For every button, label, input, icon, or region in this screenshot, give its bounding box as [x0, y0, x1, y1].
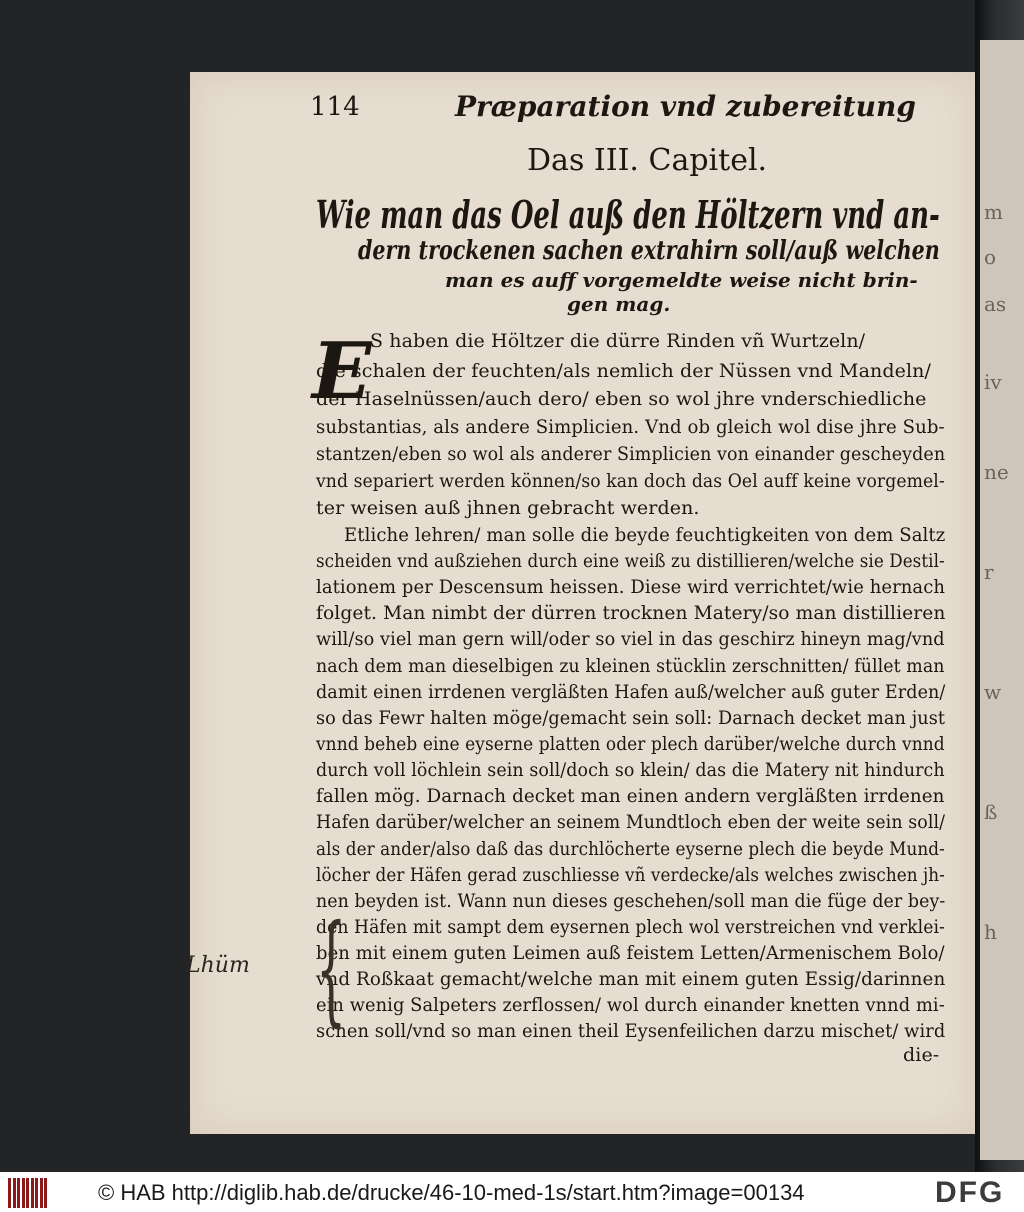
facing-page-edge: m o as iv ne r w ß h	[980, 40, 1024, 1160]
body-line: nach dem man dieselbigen zu kleinen stücklin zerschnitten/ füllet man	[316, 655, 945, 677]
body-line: S haben die Höltzer die dürre Rinden vñ Wurtzeln/	[370, 330, 866, 352]
chapter-heading: Das III. Capitel.	[527, 143, 768, 178]
copyright-link[interactable]: © HAB http://diglib.hab.de/drucke/46-10-med-1s/start.htm?image=00134	[98, 1180, 805, 1205]
body-line: schen soll/vnd so man einen theil Eysenfeilichen darzu mischet/ wird	[316, 1020, 946, 1042]
heading-line: Wie man das Oel auß den Höltzern vnd an-	[316, 192, 940, 237]
hab-logo-icon[interactable]	[8, 1178, 48, 1208]
body-line: folget. Man nimbt der dürren trocknen Matery/so man distillieren	[316, 602, 946, 624]
body-line: nen beyden ist. Wann nun dieses geschehen/soll man die füge der bey-	[316, 890, 946, 912]
body-line: vnd separiert werden können/so kan doch das Oel auff keine vorgemel-	[316, 470, 945, 492]
page-number: 114	[310, 92, 360, 122]
body-line: löcher der Häfen gerad zuschliesse vñ verdecke/als welches zwischen jh-	[316, 864, 945, 886]
body-line: die schalen der feuchten/als nemlich der Nüssen vnd Mandeln/	[316, 360, 932, 382]
heading-line: gen mag.	[567, 292, 671, 316]
marginal-note: Lhüm	[186, 953, 250, 978]
body-line: scheiden vnd außziehen durch eine weiß zu distillieren/welche sie Destil-	[316, 550, 945, 572]
body-line: die-	[903, 1044, 940, 1066]
body-line: den Häfen mit sampt dem eysernen plech wol verstreichen vnd verklei-	[316, 916, 945, 938]
body-line: stantzen/eben so wol als anderer Simplicien von einander gescheyden	[316, 443, 946, 465]
body-line: Hafen darüber/welcher an seinem Mundtloch eben der weite sein soll/	[316, 811, 946, 833]
brace-mark: {	[315, 900, 347, 1039]
body-line: so das Fewr halten möge/gemacht sein soll: Darnach decket man just	[316, 707, 946, 729]
dfg-logo[interactable]: DFG	[935, 1176, 1005, 1209]
body-line: ter weisen auß jhnen gebracht werden.	[316, 497, 700, 519]
heading-line: dern trockenen sachen extrahirn soll/auß welchen	[358, 236, 940, 266]
drop-capital: E	[312, 326, 372, 417]
body-line: vnnd beheb eine eyserne platten oder plech darüber/welche durch vnnd	[316, 733, 945, 755]
body-line: will/so viel man gern will/oder so viel in das geschirz hineyn mag/vnd	[316, 628, 945, 650]
body-line: ein wenig Salpeters zerflossen/ wol durch einander knetten vnnd mi-	[316, 994, 945, 1016]
heading-line: man es auff vorgemeldte weise nicht brin-	[445, 268, 918, 292]
body-line: substantias, als andere Simplicien. Vnd ob gleich wol dise jhre Sub-	[316, 416, 945, 438]
body-line: Etliche lehren/ man solle die beyde feuchtigkeiten von dem Saltz	[344, 524, 946, 546]
body-line: lationem per Descensum heissen. Diese wird verrichtet/wie hernach	[316, 576, 945, 598]
running-title: Præparation vnd zubereitung	[455, 90, 916, 123]
body-line: als der ander/also daß das durchlöcherte eyserne plech die beyde Mund-	[316, 838, 945, 860]
body-line: ben mit einem guten Leimen auß feistem Letten/Armenischem Bolo/	[316, 942, 945, 964]
body-line: durch voll löchlein sein soll/doch so klein/ das die Matery nit hindurch	[316, 759, 945, 781]
body-line: vnd Roßkaat gemacht/welche man mit einem guten Essig/darinnen	[316, 968, 946, 990]
body-line: damit einen irrdenen vergläßten Hafen auß/welcher auß guter Erden/	[316, 681, 946, 703]
body-line: der Haselnüssen/auch dero/ eben so wol jhre vnderschiedliche	[316, 388, 927, 410]
body-line: fallen mög. Darnach decket man einen andern vergläßten irrdenen	[316, 785, 945, 807]
